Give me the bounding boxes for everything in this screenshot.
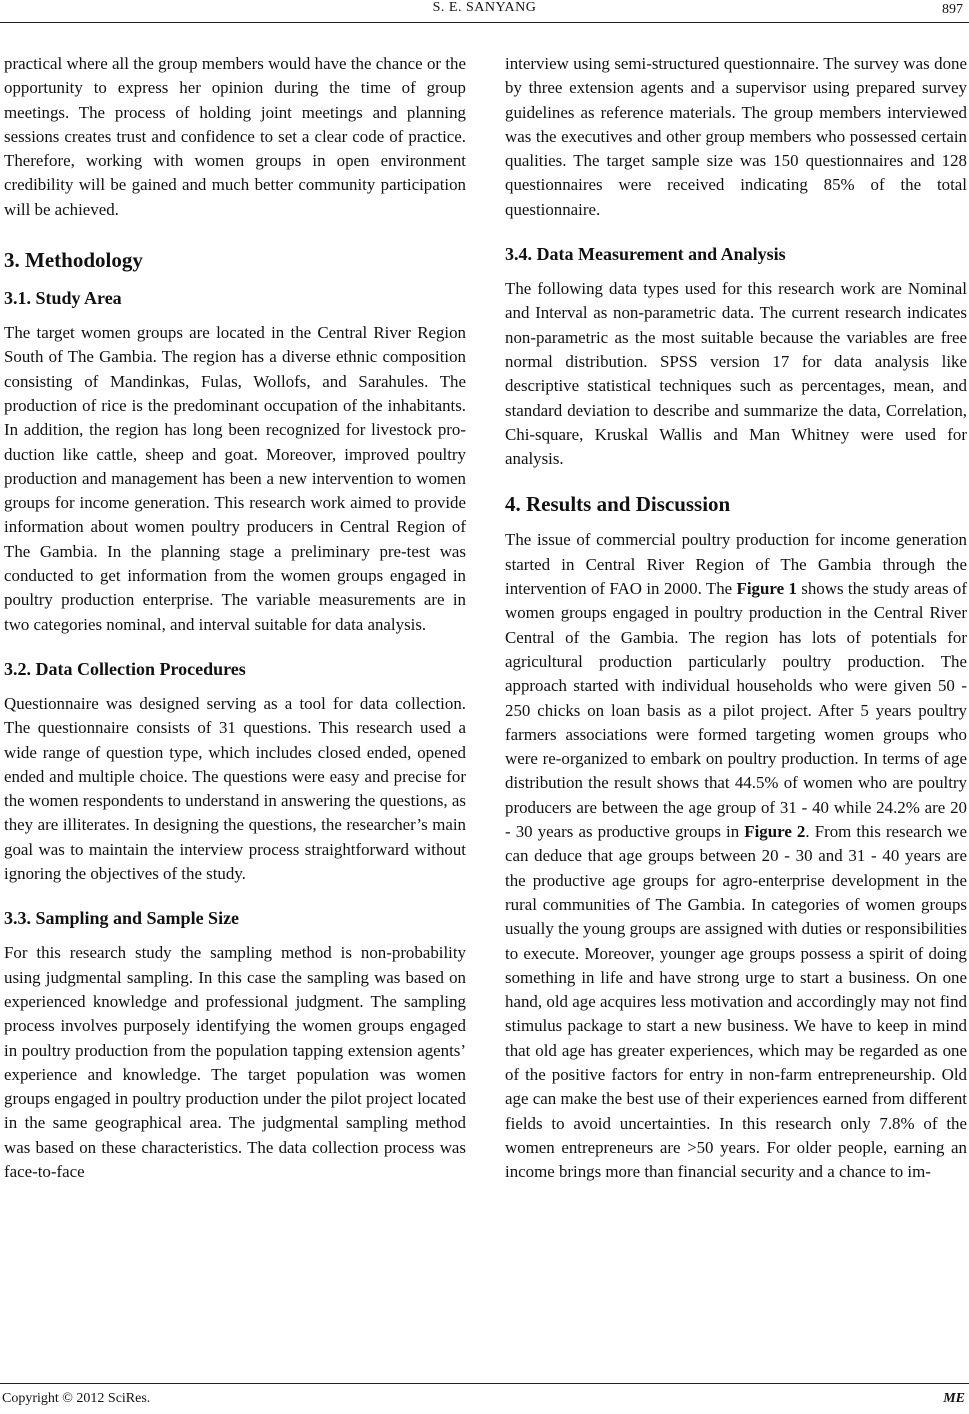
continued-paragraph: practical where all the group members would have the chance or the opportunity to express her opinion during the time of group meetings. The process of holding joint meetings and planning sessions creates trust and confidence to set a clear code of practice. Therefore, working with women groups in open environment credibility will be gained and much better community participation will be achieved. (4, 54, 466, 219)
copyright-notice: Copyright © 2012 SciRes. (2, 1391, 151, 1406)
results-paragraph (505, 528, 967, 1184)
study-area-paragraph: The target women groups are located in the Central River Region South of The Gambia. The region has a diverse ethnic composition consisting of Mandinkas, Fulas, Wollofs, and Sarahules. The production of rice is the predominant occupation of the inhabitants. In addition, the region has long been recognized for livestock production like cattle, sheep and goat. Moreover, improved poultry production and management has been a new intervention to women groups for income generation. This research work aimed to provide information about women poultry producers in Central Region of The Gambia. In the planning stage a preliminary pre-test was conducted to get information from the women groups engaged in poultry production enterprise. The variable measurements are in two categories nominal, and interval suitable for data analysis. (4, 323, 466, 634)
footer-rule (0, 1383, 969, 1384)
figure-2-reference[interactable]: Figure 2 (744, 822, 806, 842)
continued-paragraph-right: interview using semi-structured questionnaire. The survey was done by three extension agents and a supervisor using prepared survey guidelines as reference materials. The group members interviewed was the executives and other group members who possessed certain qualities. The target sample size was 150 questionnaires and 128 questionnaires were received indicating 85% of the total questionnaire. (505, 54, 967, 219)
data-collection-paragraph: Questionnaire was designed serving as a tool for data collection. The questionnaire consists of 31 questions. This research used a wide range of question type, which includes closed ended, opened ended and multiple choice. The questions were easy and precise for the women respondents to understand in answering the questions, as they are illiterates. In designing the questions, the researcher’s main goal was to maintain the interview process straightforward without ignoring the objectives of the study. (4, 693, 466, 884)
header-rule (0, 22, 969, 23)
subsection-heading-study-area: 3.1. Study Area (4, 288, 122, 309)
running-author: S. E. SANYANG (432, 0, 537, 15)
data-measurement-paragraph: The following data types used for this research work are Nominal and Interval as non-parametric data. The current research indicates non-parametric as the most suitable because the variables are free normal distribution. SPSS version 17 for data analysis like descriptive statistical techniques such as percentages, mean, and standard deviation to describe and summarize the data, Correlation, Chi-square, Kruskal Wallis and Man Whitney were used for analysis. (505, 279, 967, 469)
results-text-part-3: . From this research we can deduce that age groups between 20 - 30 and 31 - 40 years are the productive age groups for agro-enterprise development in the rural communities of The Gambia. In categories of women groups usually the young groups are assigned with duties or responsibilities to execute. Moreover, younger age groups possess a spirit of doing something in life and have strong urge to start a business. On one hand, old age acquires less motivation and accordingly may not find stimulus package to start a new business. We have to keep in mind that old age has greater experiences, which may be regarded as one of the positive factors for entry in non-farm entrepreneurship. Old age can make the best use of their experiences earned from different fields to avoid uncertainties. In this research only 7.8% of the women entrepreneurs are >50 years. For older people, earning an income brings more than financial security and a chance to im- (505, 822, 967, 1182)
sampling-paragraph: For this research study the sampling method is non-probability using judgmental sampling. In this case the sampling was based on experienced knowledge and professional judgment. The sampling process involves purposely identifying the women groups engaged in poultry production from the population tapping extension agents’ experience and knowledge. The target population was women groups engaged in poultry production under the pilot project located in the same geographical area. The judgmental sampling method was based on these characteristics. The data collection process was face-to-face (4, 943, 466, 1181)
subsection-heading-data-collection: 3.2. Data Collection Procedures (4, 658, 246, 679)
subsection-heading-data-measurement: 3.4. Data Measurement and Analysis (505, 244, 786, 265)
page-number: 897 (942, 2, 963, 17)
running-head (0, 0, 969, 22)
section-heading-methodology: 3. Methodology (4, 248, 143, 273)
journal-abbreviation: ME (943, 1391, 965, 1406)
right-column (505, 52, 967, 1184)
section-heading-results: 4. Results and Discussion (505, 492, 731, 517)
results-text-part-1: The issue of commercial poultry production for income generation started in Central River Region of The Gambia through the intervention of FAO in 2000. The (505, 530, 967, 599)
left-column (4, 52, 466, 1184)
results-text-part-2: shows the study areas of women groups engaged in poultry production in the Central River Central of the Gambia. The region has lots of potentials for agricultural production particularly poultry production. The approach started with individual households who were given 50 - 250 chicks on loan basis as a pilot project. After 5 years poultry farmers associations were formed targeting women groups who were re-organized to embark on poultry production. In terms of age distribution the result shows that 44.5% of women who are poultry producers are between the age group of 31 - 40 while 24.2% are 20 - 30 years as productive groups in (505, 579, 967, 842)
subsection-heading-sampling: 3.3. Sampling and Sample Size (4, 908, 240, 929)
figure-1-reference[interactable]: Figure 1 (736, 579, 797, 599)
